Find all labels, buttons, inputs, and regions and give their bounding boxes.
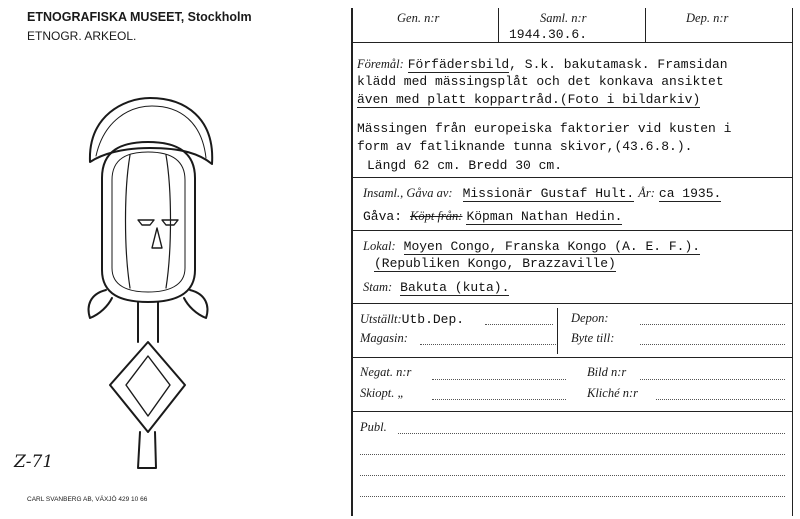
publ-label: Publ. [360,420,387,434]
ar-value: ca 1935. [658,186,722,201]
saml-nr-value: 1944.30.6. [509,27,588,42]
foremal-line-1 [357,55,728,73]
gen-nr-label: Gen. n:r [397,11,440,25]
negat-line [432,379,566,380]
storage-divider [557,308,558,354]
foremal-label: Föremål: [357,57,404,71]
stam-label: Stam: [363,280,393,294]
insaml-row [363,184,721,202]
utstallt-label: Utställt: [360,312,402,326]
storage-bottom-rule [351,357,793,358]
foremal-line-1-rest: , S.k. bakutamask. Framsidan [509,57,728,72]
lokal-label: Lokal: [363,239,396,253]
utstallt-value: Utb.Dep. [401,312,465,327]
header-bottom-rule [351,42,793,43]
lokal-bottom-rule [351,303,793,304]
foremal-line-4: Mässingen från europeiska faktorier vid kusten i [357,121,732,136]
stam-row [363,278,509,296]
photo-bottom-rule [351,411,793,412]
header-divider-1 [498,8,499,42]
kopt-fran-struck-label: Köpt från: [410,209,463,223]
kliche-line [656,399,785,400]
skiopt-label: Skiopt. „ [360,386,405,400]
publ-line-2 [360,454,785,455]
department-name: ETNOGR. ARKEOL. [27,29,137,43]
insaml-value: Missionär Gustaf Hult. [462,186,635,201]
skiopt-line [432,399,566,400]
form-right-border [792,8,793,516]
foremal-title: Förfädersbild [407,57,510,72]
gava-row [363,207,622,225]
dep-nr-label: Dep. n:r [686,11,729,25]
foremal-line-6: Längd 62 cm. Bredd 30 cm. [367,158,563,173]
foremal-line-2: klädd med mässingsplåt och det konkava ansiktet [357,74,724,89]
ar-label: År: [638,186,655,200]
museum-name: ETNOGRAFISKA MUSEET, Stockholm [27,10,252,24]
handwritten-mark: Z-71 [14,452,54,472]
publ-line-4 [360,496,785,497]
negat-label: Negat. n:r [360,365,412,379]
foremal-bottom-rule [351,177,793,178]
lokal-line-2: (Republiken Kongo, Brazzaville) [374,256,616,271]
magasin-line [420,344,556,345]
header-divider-2 [645,8,646,42]
saml-nr-label: Saml. n:r [540,11,587,25]
byte-till-line [640,344,785,345]
magasin-label: Magasin: [360,331,408,345]
depon-line [640,324,785,325]
bild-label: Bild n:r [587,365,627,379]
kliche-label: Kliché n:r [587,386,639,400]
foremal-line-3: även med platt koppartråd.(Foto i bildarkiv) [357,92,701,107]
mask-sketch [60,80,240,480]
bild-line [640,379,785,380]
depon-label: Depon: [571,311,609,325]
publ-line-3 [360,475,785,476]
form-left-border [351,8,353,516]
byte-till-label: Byte till: [571,331,615,345]
lokal-row [363,237,700,255]
printer-imprint: CARL SVANBERG AB, VÄXJÖ 429 10 66 [27,496,148,503]
utstallt-row [360,310,464,328]
stam-value: Bakuta (kuta). [400,280,510,295]
gava-value: Köpman Nathan Hedin. [466,209,623,224]
publ-line-1 [398,433,785,434]
foremal-line-5: form av fatliknande tunna skivor,(43.6.8.). [357,139,693,154]
gava-label: Gåva: [363,209,403,224]
insaml-label: Insaml., Gåva av: [363,186,453,200]
utstallt-line [485,324,553,325]
lokal-line-1: Moyen Congo, Franska Kongo (A. E. F.). [403,239,701,254]
insaml-bottom-rule [351,230,793,231]
